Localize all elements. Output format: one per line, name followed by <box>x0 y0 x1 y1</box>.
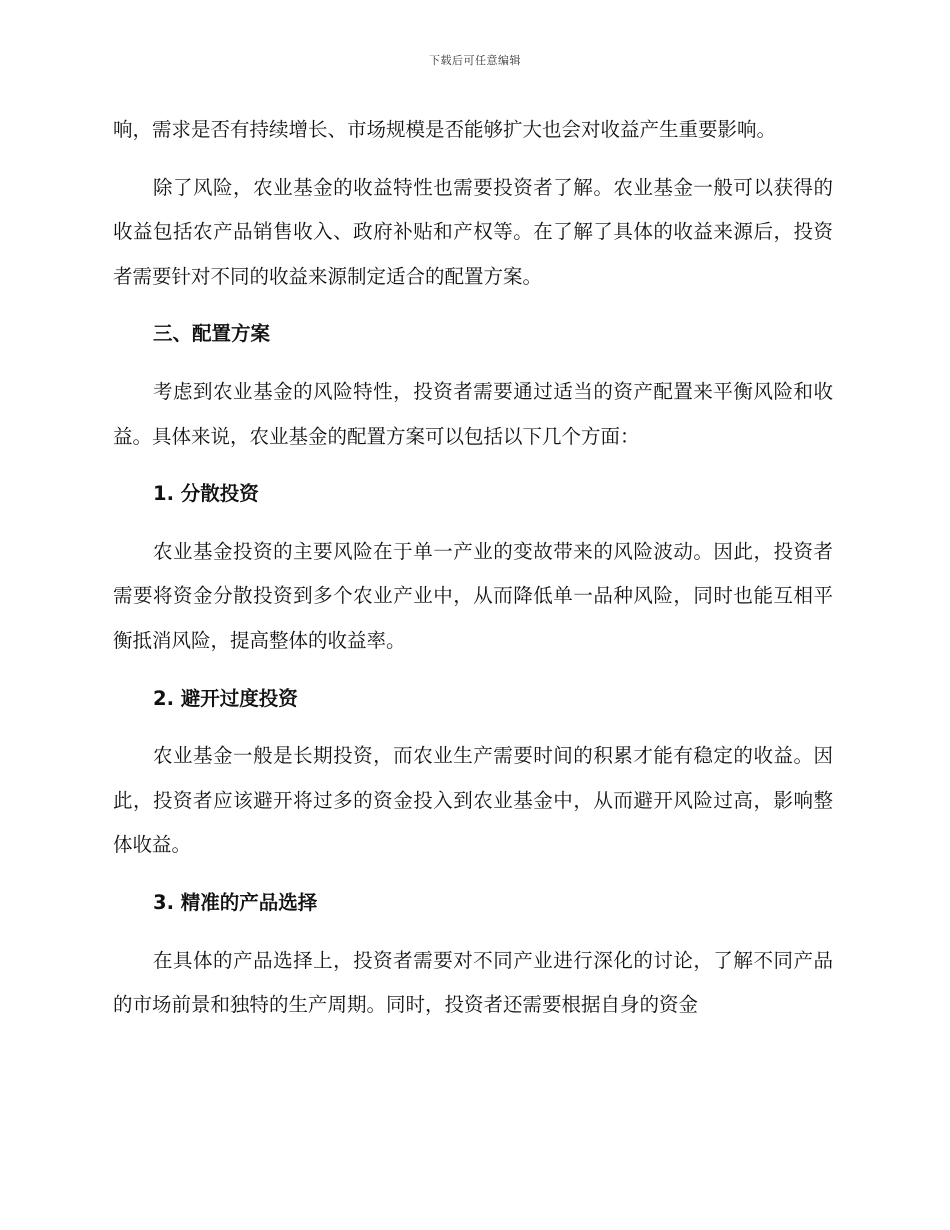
page-header: 下载后可任意编辑 <box>429 54 521 67</box>
subheading-product-selection: 3. 精准的产品选择 <box>153 890 318 914</box>
paragraph-allocation-intro: 考虑到农业基金的风险特性，投资者需要通过适当的资产配置来平衡风险和收益。具体来说，农业基金的配置方案可以包括以下几个方面： <box>113 379 833 448</box>
paragraph-diversify: 农业基金投资的主要风险在于单一产业的变故带来的风险波动。因此，投资者需要将资金分散投资到多个农业产业中，从而降低单一品种风险，同时也能互相平衡抵消风险，提高整体的收益率。 <box>113 539 833 652</box>
paragraph-product-selection: 在具体的产品选择上，投资者需要对不同产业进行深化的讨论，了解不同产品的市场前景和独特的生产周期。同时，投资者还需要根据自身的资金 <box>113 948 833 1017</box>
paragraph-avoid-overinvest: 农业基金一般是长期投资，而农业生产需要时间的积累才能有稳定的收益。因此，投资者应该避开将过多的资金投入到农业基金中，从而避开风险过高，影响整体收益。 <box>113 744 833 857</box>
subheading-avoid-overinvest: 2. 避开过度投资 <box>153 686 298 710</box>
paragraph-continued: 响，需求是否有持续增长、市场规模是否能够扩大也会对收益产生重要影响。 <box>113 118 777 141</box>
section-heading-allocation: 三、配置方案 <box>153 322 271 346</box>
subheading-diversify: 1. 分散投资 <box>153 482 259 506</box>
document-body <box>113 108 833 1041</box>
paragraph-returns: 除了风险，农业基金的收益特性也需要投资者了解。农业基金一般可以获得的收益包括农产品销售收入、政府补贴和产权等。在了解了具体的收益来源后，投资者需要针对不同的收益来源制定适合的配置方案。 <box>113 175 833 288</box>
